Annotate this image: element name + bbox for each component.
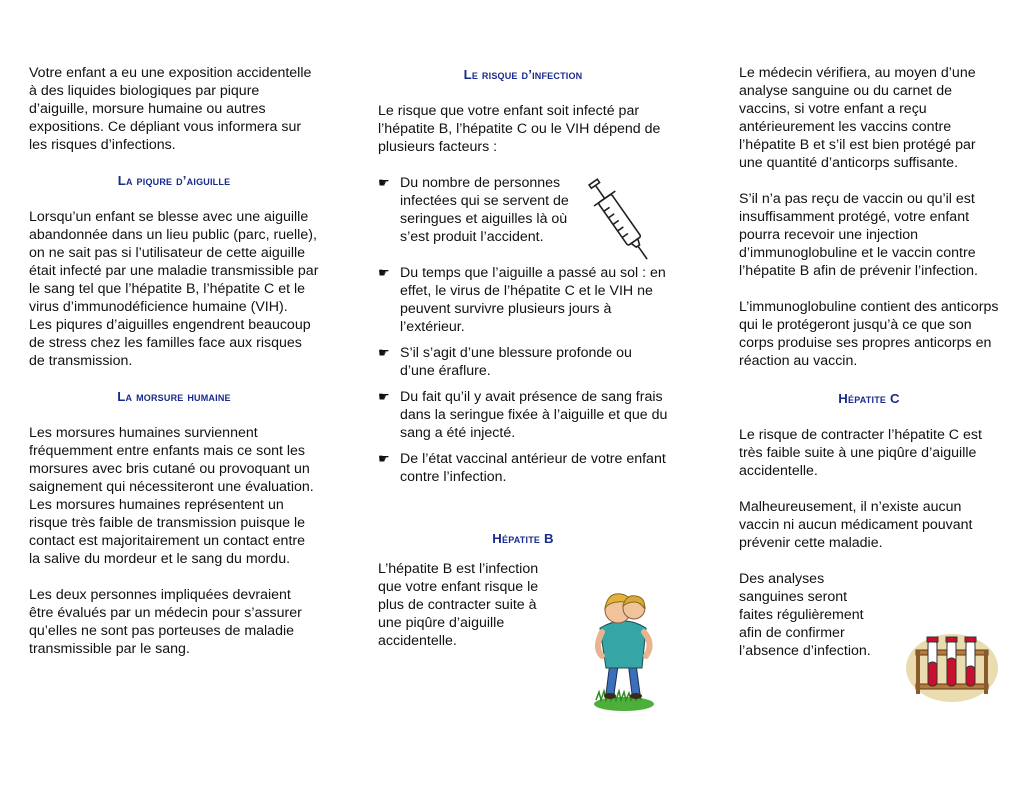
syringe-illustration [578, 172, 660, 267]
vaccine-check-paragraph: Le médecin vérifiera, au moyen d’une analyse sanguine ou du carnet de vaccins, si votre enfant a reçu antérieurement les vaccins contre l’hépatite B et s’il est bien protégé par une quantité d’anticorps suffisante. [739, 65, 976, 171]
list-item: ☛ Du temps que l’aiguille a passé au sol : en effet, le virus de l’hépatite C et le VIH ne peuvent survivre plusieurs jours à l’extérieur. [378, 265, 666, 335]
pointing-hand-icon: ☛ [378, 345, 390, 360]
list-item: ☛ Du fait qu’il y avait présence de sang frais dans la seringue fixée à l’aiguille et que du sang a été injecté. [378, 389, 668, 441]
no-vaccine-paragraph: S’il n’a pas reçu de vaccin ou qu’il est insuffisamment protégé, votre enfant pourra recevoir une injection d’immunoglobuline et le vaccin contre l’hépatite B afin de prévenir l’infection. [739, 191, 978, 279]
hepb-paragraph: L’hépatite B est l’infection que votre enfant risque le plus de contracter suite à une piqûre d’aiguille accidentelle. [378, 561, 539, 649]
hepc-heading: Hépatite C [838, 391, 900, 406]
piqure-paragraph-2: Les piqures d’aiguilles engendrent beaucoup de stress chez les familles face aux risques de transmission. [29, 317, 311, 369]
list-item: ☛ S’il s’agit d’une blessure profonde ou d’une éraflure. [378, 345, 632, 379]
list-item: ☛ De l’état vaccinal antérieur de votre enfant contre l’infection. [378, 451, 666, 485]
column-middle [378, 64, 668, 650]
column-left [29, 64, 319, 658]
intro-paragraph: Votre enfant a eu une exposition accidentelle à des liquides biologiques par piqure d’aiguille, morsure humaine ou autres expositions. Ce dépliant vous informera sur les risques d’infections. [29, 65, 312, 153]
children-hug-illustration [588, 582, 660, 712]
test-tubes-illustration [904, 632, 1000, 704]
morsure-heading: La morsure humaine [117, 389, 231, 404]
pointing-hand-icon: ☛ [378, 175, 390, 190]
morsure-paragraph-1: Les morsures humaines surviennent fréquemment entre enfants mais ce sont les morsures avec bris cutané ou provoquant un saignement qui nécessiteront une évaluation. Les morsures humaines représentent un risque très faible de transmission puisque le contact est majoritairement un contact entre la salive du mordeur et le sang du mordu. [29, 425, 314, 567]
immunoglobuline-paragraph: L’immunoglobuline contient des anticorps qui le protégeront jusqu’à ce que son corps produise ses propres anticorps en réaction au vaccin. [739, 299, 999, 369]
pointing-hand-icon: ☛ [378, 265, 390, 280]
morsure-paragraph-2: Les deux personnes impliquées devraient être évalués par un médecin pour s’assurer qu’elles ne sont pas porteuses de maladie transmissible par le sang. [29, 587, 302, 657]
list-item: ☛ Du nombre de personnes infectées qui se servent de seringues et aiguilles là où s’est produit l’accident. [378, 175, 569, 245]
hepc-paragraph-2: Malheureusement, il n’existe aucun vaccin ni aucun médicament pouvant prévenir cette maladie. [739, 499, 973, 551]
piqure-paragraph-1: Lorsqu’un enfant se blesse avec une aiguille abandonnée dans un lieu public (parc, ruelle), on ne sait pas si l’utilisateur de cette aiguille était infecté par une maladie transmissible par le sang tel que l’hépatite B, l’hépatite C et le virus d’immunodéficience humaine (VIH). [29, 209, 319, 315]
pointing-hand-icon: ☛ [378, 451, 390, 466]
risque-intro: Le risque que votre enfant soit infecté par l’hépatite B, l’hépatite C ou le VIH dépend de plusieurs facteurs : [378, 103, 661, 155]
column-right [739, 64, 999, 660]
hepb-heading: Hépatite B [492, 531, 554, 546]
piqure-heading: La piqure d’aiguille [117, 173, 231, 188]
hepc-paragraph-3: Des analyses sanguines seront faites régulièrement afin de confirmer l’absence d’infection. [739, 571, 871, 659]
risque-heading: Le risque d’infection [463, 67, 583, 82]
hepc-paragraph-1: Le risque de contracter l’hépatite C est très faible suite à une piqûre d’aiguille accidentelle. [739, 427, 982, 479]
pointing-hand-icon: ☛ [378, 389, 390, 404]
